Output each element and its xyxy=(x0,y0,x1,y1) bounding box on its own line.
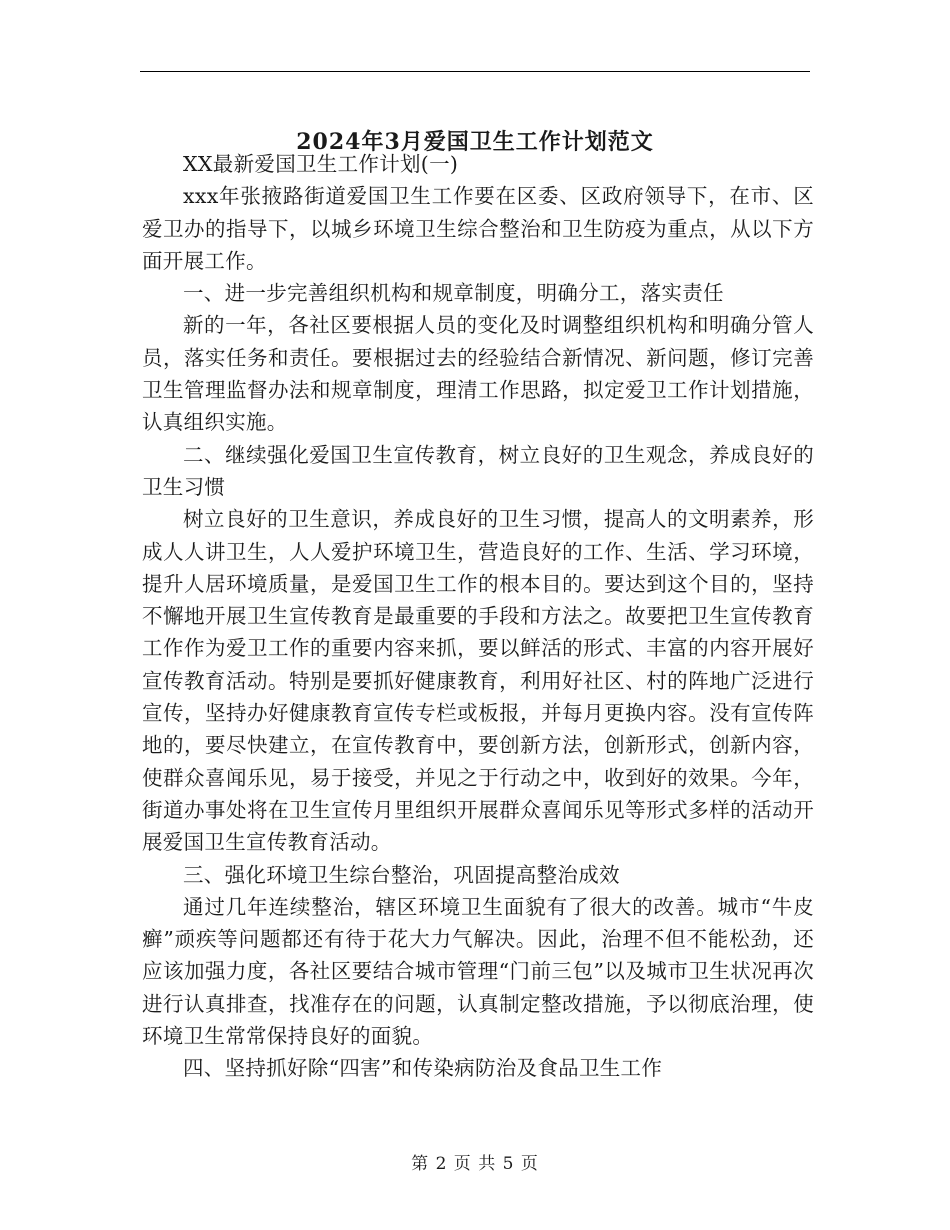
paragraph-intro: xxx年张掖路街道爱国卫生工作要在区委、区政府领导下，在市、区爱卫办的指导下，以城乡环境卫生综合整治和卫生防疫为重点，从以下方面开展工作。 xyxy=(142,184,814,273)
page-number: 第 2 页 共 5 页 xyxy=(411,1154,539,1174)
section-heading-1: 一、进一步完善组织机构和规章制度，明确分工，落实责任 xyxy=(183,281,724,306)
paragraph-section-2: 树立良好的卫生意识，养成良好的卫生习惯，提高人的文明素养，形成人人讲卫生，人人爱护环境卫生，营造良好的工作、生活、学习环境，提升人居环境质量，是爱国卫生工作的根本目的。要达到这个目的，坚持不懈地开展卫生宣传教育是最重要的手段和方法之。故要把卫生宣传教育工作作为爱卫工作的重要内容来抓，要以鲜活的形式、丰富的内容开展好宣传教育活动。特别是要抓好健康教育，利用好社区、村的阵地广泛进行宣传，坚持办好健康教育宣传专栏或板报，并每月更换内容。没有宣传阵地的，要尽快建立，在宣传教育中，要创新方法，创新形式，创新内容，使群众喜闻乐见，易于接受，并见之于行动之中，收到好的效果。今年，街道办事处将在卫生宣传月里组织开展群众喜闻乐见等形式多样的活动开展爱国卫生宣传教育活动。 xyxy=(142,507,814,855)
document-body xyxy=(142,148,814,1085)
paragraph-section-3: 通过几年连续整治，辖区环境卫生面貌有了很大的改善。城市“牛皮癣”顽疾等问题都还有待于花大力气解决。因此，治理不但不能松劲，还应该加强力度，各社区要结合城市管理“门前三包”以及城市卫生状况再次进行认真排查，找准存在的问题，认真制定整改措施，予以彻底治理，使环境卫生常常保持良好的面貌。 xyxy=(142,894,814,1049)
section-heading-4: 四、坚持抓好除“四害”和传染病防治及食品卫生工作 xyxy=(183,1056,663,1081)
paragraph-section-1: 新的一年，各社区要根据人员的变化及时调整组织机构和明确分管人员，落实任务和责任。要根据过去的经验结合新情况、新问题，修订完善卫生管理监督办法和规章制度，理清工作思路，拟定爱卫工作计划措施，认真组织实施。 xyxy=(142,313,814,435)
section-heading-2: 二、继续强化爱国卫生宣传教育，树立良好的卫生观念，养成良好的卫生习惯 xyxy=(142,442,814,499)
paragraph-subtitle: XX最新爱国卫生工作计划(一) xyxy=(183,152,459,176)
header-rule xyxy=(140,71,810,72)
section-heading-3: 三、强化环境卫生综台整治，巩固提高整治成效 xyxy=(183,862,620,887)
document-title: 2024年3月爱国卫生工作计划范文 xyxy=(296,128,654,155)
